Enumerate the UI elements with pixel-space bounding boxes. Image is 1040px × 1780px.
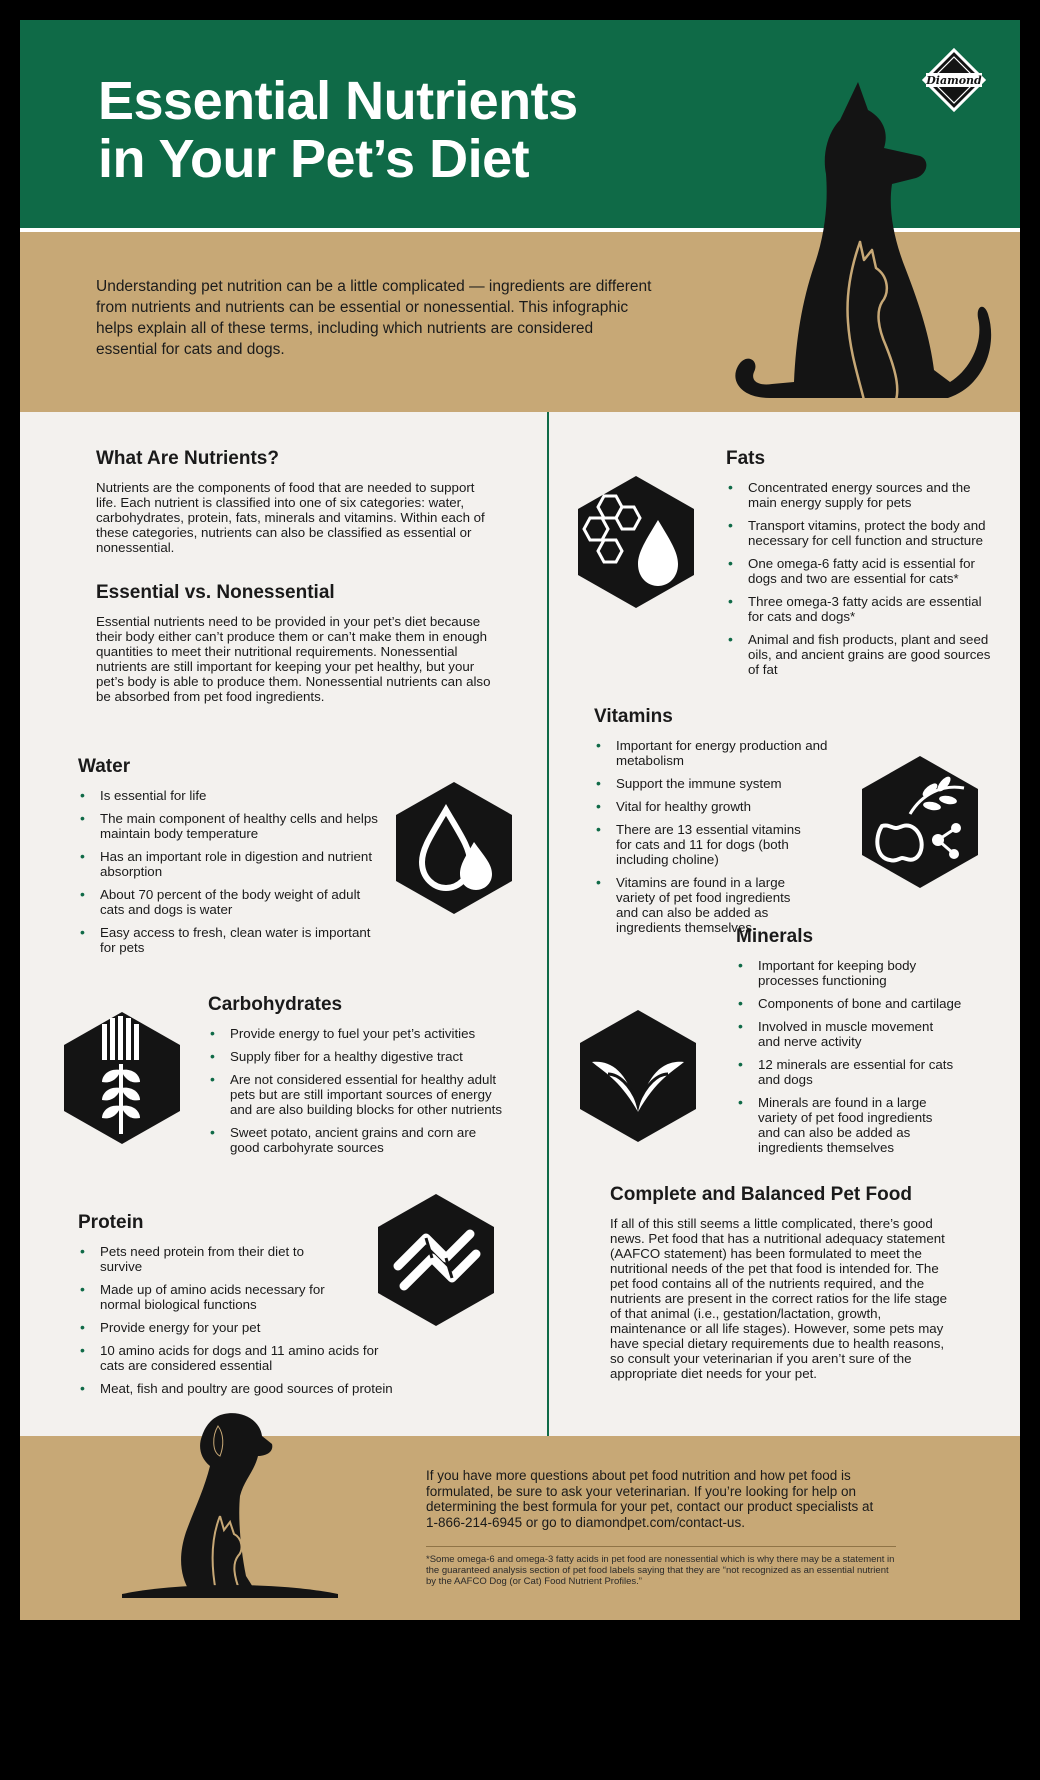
list-item: • There are 13 essential vitamins for cats and 11 for dogs (both including choline): [594, 822, 814, 867]
wheat-grain-icon: [62, 1010, 182, 1146]
section-carbohydrates: [208, 994, 508, 1163]
heading-complete-balanced: Complete and Balanced Pet Food: [610, 1184, 912, 1205]
list-item: • Transport vitamins, protect the body and necessary for cell function and structure: [726, 518, 996, 548]
intro-text: Understanding pet nutrition can be a little complicated — ingredients are different from nutrients and nutrients can be essential or nonessential. This infographic helps explain all of these terms, including which nutrients are considered essential for cats and dogs.: [96, 278, 652, 358]
list-minerals: [736, 958, 996, 1155]
section-fats: [726, 448, 996, 685]
dog-cat-silhouette-icon: [710, 70, 1010, 410]
list-carbohydrates: [208, 1026, 508, 1155]
puppy-kitten-silhouette-icon: [120, 1406, 340, 1606]
minerals-leaves-icon: [578, 1008, 698, 1144]
heading-essential-vs-nonessential: Essential vs. Nonessential: [96, 582, 335, 603]
vitamins-leaf-fruit-icon: [860, 754, 980, 890]
list-item: • Animal and fish products, plant and seed oils, and ancient grains are good sources of fat: [726, 632, 996, 677]
list-item: • Meat, fish and poultry are good sources of protein: [78, 1381, 438, 1396]
amino-acid-chain-icon: [376, 1192, 496, 1328]
list-item: • Vital for healthy growth: [594, 799, 854, 814]
heading-water: Water: [78, 756, 131, 777]
column-divider: [547, 412, 549, 1436]
footer-band: [20, 1436, 1020, 1620]
heading-minerals: Minerals: [736, 926, 814, 947]
fat-droplet-honeycomb-icon: [576, 474, 696, 610]
list-item: • The main component of healthy cells and helps maintain body temperature: [78, 811, 378, 841]
title-line-2: in Your Pet’s Diet: [98, 129, 530, 189]
list-item: • Sweet potato, ancient grains and corn are good carbohyrate sources: [208, 1125, 508, 1155]
section-protein: [78, 1212, 398, 1404]
list-item: • Concentrated energy sources and the main energy supply for pets: [726, 480, 996, 510]
list-item: • About 70 percent of the body weight of adult cats and dogs is water: [78, 887, 378, 917]
footnote: *Some omega-6 and omega-3 fatty acids in pet food are nonessential which is why there may be a statement in the guaranteed analysis section of pet food labels saying that they are “not recognized as an essential nutrient by the AAFCO Dog (or Cat) Food Nutrient Profiles.”: [426, 1554, 895, 1587]
list-protein: [78, 1244, 398, 1396]
heading-carbohydrates: Carbohydrates: [208, 994, 343, 1015]
list-item: • Three omega-3 fatty acids are essential for cats and dogs*: [726, 594, 996, 624]
section-essential-vs-nonessential: [96, 582, 496, 704]
section-vitamins: [594, 706, 854, 943]
list-item: • Has an important role in digestion and nutrient absorption: [78, 849, 378, 879]
list-item: • Provide energy for your pet: [78, 1320, 398, 1335]
section-water: [78, 756, 378, 963]
list-item: • One omega-6 fatty acid is essential for dogs and two are essential for cats*: [726, 556, 996, 586]
list-item: • Are not considered essential for healthy adult pets but are still important sources of energy and are also building blocks for other nutrients: [208, 1072, 508, 1117]
list-fats: [726, 480, 996, 677]
list-item: • Supply fiber for a healthy digestive tract: [208, 1049, 508, 1064]
list-item: • Pets need protein from their diet to survive: [78, 1244, 338, 1274]
list-item: • Is essential for life: [78, 788, 378, 803]
page-title: [98, 72, 658, 188]
list-item: • Minerals are found in a large variety of pet food ingredients and can also be added as ingredients themselves: [736, 1095, 956, 1155]
water-drop-icon: [394, 780, 514, 916]
text-what-are-nutrients: Nutrients are the components of food that are needed to support life. Each nutrient is classified into one of six categories: water, carbohydrates, protein, fats, minerals and vitamins. Within each of these categories, nutrients can also be classified as essential or nonessential.: [96, 480, 485, 555]
title-line-1: Essential Nutrients: [98, 71, 578, 131]
list-item: • Involved in muscle movement and nerve activity: [736, 1019, 956, 1049]
footer-text: If you have more questions about pet food nutrition and how pet food is formulated, be sure to ask your veterinarian. If you’re looking for help on determining the best formula for your pet, contact our product specialists at 1-866-214-6945 or go to diamondpet.com/contact-us.: [426, 1468, 874, 1530]
footer-divider: [426, 1546, 896, 1547]
section-complete-balanced: [610, 1184, 950, 1381]
list-item: • Support the immune system: [594, 776, 854, 791]
list-item: • 12 minerals are essential for cats and dogs: [736, 1057, 966, 1087]
text-complete-balanced: If all of this still seems a little complicated, there’s good news. Pet food that has a nutritional adequacy statement (AAFCO statement) has been formulated to meet the nutritional needs of the pet that food is intended for. The pet food contains all of the nutrients required, and the nutrients are present in the correct ratios for the life stage of that animal (i.e., gestation/lactation, growth, maintenance or all life stages). However, some pets may have special dietary requirements due to health reasons, so consult your veterinarian if you aren’t sure of the appropriate diet needs for your pet.: [610, 1216, 948, 1381]
list-item: • Provide energy to fuel your pet’s activities: [208, 1026, 508, 1041]
svg-text:Diamond: Diamond: [926, 74, 982, 87]
list-item: • Made up of amino acids necessary for normal biological functions: [78, 1282, 338, 1312]
list-item: • 10 amino acids for dogs and 11 amino acids for cats are considered essential: [78, 1343, 398, 1373]
list-item: • Easy access to fresh, clean water is important for pets: [78, 925, 378, 955]
heading-protein: Protein: [78, 1212, 144, 1233]
heading-fats: Fats: [726, 448, 766, 469]
infographic-poster: [20, 20, 1020, 1620]
list-item: • Important for energy production and metabolism: [594, 738, 854, 768]
heading-vitamins: Vitamins: [594, 706, 673, 727]
list-item: • Vitamins are found in a large variety of pet food ingredients and can also be added as ingredients themselves: [594, 875, 814, 935]
heading-what-are-nutrients: What Are Nutrients?: [96, 448, 279, 469]
list-vitamins: [594, 738, 854, 935]
section-what-are-nutrients: [96, 448, 496, 555]
list-water: [78, 788, 378, 955]
section-minerals: [736, 926, 996, 1163]
text-essential-vs-nonessential: Essential nutrients need to be provided in your pet’s diet because their body either can’t produce them or can’t make them in enough quantities to meet their nutritional requirements. Nonessential nutrients are still important for keeping your pet healthy, but your pet’s body is able to produce them. Nonessential nutrients can also be absorbed from pet food ingredients.: [96, 614, 491, 704]
list-item: • Important for keeping body processes functioning: [736, 958, 946, 988]
list-item: • Components of bone and cartilage: [736, 996, 996, 1011]
